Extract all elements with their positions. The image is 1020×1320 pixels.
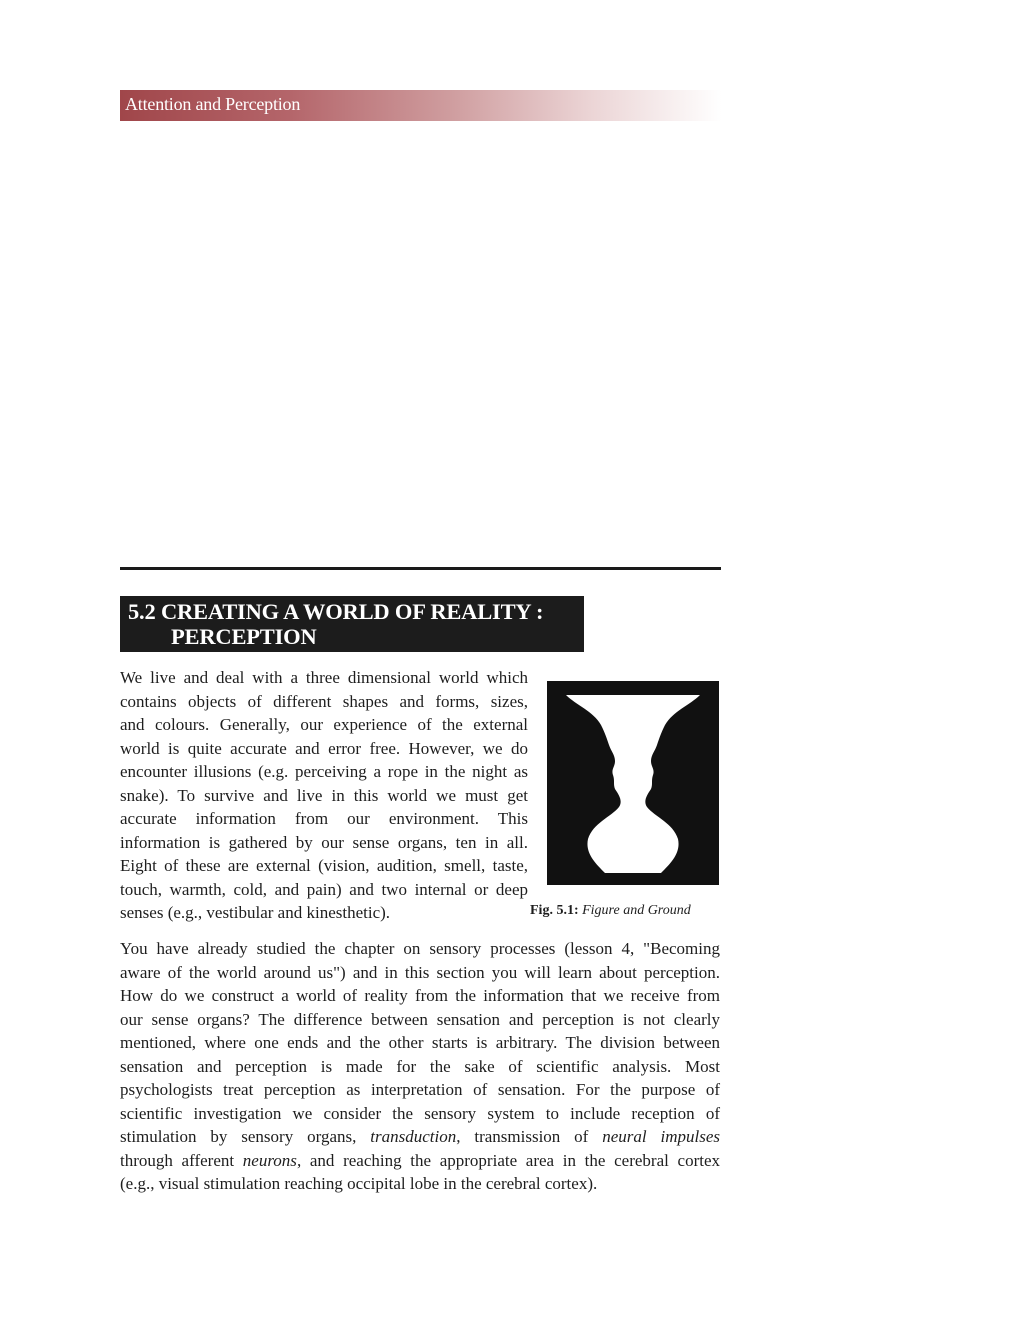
text-line: encounter illusions (e.g. perceiving a rope in the night as [120, 762, 528, 781]
text-line: world is quite accurate and error free. However, we do [120, 738, 528, 758]
text-run: stimulation by sensory organs, [120, 1127, 371, 1146]
section-heading-line2: PERCEPTION [171, 624, 317, 649]
text-line: How do we construct a world of reality from the information that we receive from [120, 986, 720, 1005]
figure-caption [530, 903, 691, 919]
text-line: accurate information from our environment. This [120, 809, 528, 828]
text-line: our sense organs? The difference between sensation and perception is not clearly [120, 1009, 720, 1029]
chapter-title: Attention and Perception [125, 94, 301, 114]
text-run: , transmission of [456, 1127, 603, 1146]
text-line [120, 1149, 720, 1173]
section-heading-line1: 5.2 CREATING A WORLD OF REALITY : [128, 599, 544, 624]
text-line: sensation and perception is made for the sake of scientific analysis. Most [120, 1056, 720, 1076]
section-divider [120, 567, 721, 570]
term-neurons: neurons [242, 1150, 297, 1170]
text-line: aware of the world around us") and in this section you will learn about perception. [120, 962, 720, 982]
text-line: snake). To survive and live in this world we must get [120, 785, 528, 805]
text-line: psychologists treat perception as interpretation of sensation. For the purpose of [120, 1080, 720, 1099]
text-run: through afferent [120, 1150, 243, 1170]
text-line: information is gathered by our sense organs, ten in all. [120, 832, 528, 852]
section-heading-box [120, 596, 584, 652]
paragraph-perception [120, 937, 720, 1196]
text-line [120, 1125, 720, 1149]
text-line: Eight of these are external (vision, audition, smell, taste, [120, 856, 528, 875]
text-run: , and reaching the appropriate area in the cerebral cortex [296, 1150, 721, 1170]
text-line: You have already studied the chapter on sensory processes (lesson 4, "Becoming [120, 939, 720, 958]
paragraph-intro [120, 666, 528, 925]
text-line: contains objects of different shapes and forms, sizes, [120, 691, 528, 711]
text-line: touch, warmth, cold, and pain) and two internal or deep [120, 879, 528, 899]
text-line: senses (e.g., vestibular and kinesthetic). [120, 903, 391, 922]
figure-ground-illustration [547, 681, 719, 885]
text-line: mentioned, where one ends and the other starts is arbitrary. The division between [120, 1033, 720, 1052]
text-line: and colours. Generally, our experience of the external [120, 715, 528, 734]
term-neural-impulses: neural impulses [602, 1127, 721, 1146]
chapter-header-bar [120, 90, 722, 121]
figure-label: Fig. 5.1: [530, 903, 579, 918]
text-line: We live and deal with a three dimensional world which [120, 668, 528, 687]
text-line: (e.g., visual stimulation reaching occipital lobe in the cerebral cortex). [120, 1174, 598, 1193]
term-transduction: transduction [370, 1127, 457, 1146]
text-line: scientific investigation we consider the sensory system to include reception of [120, 1103, 720, 1123]
rubin-vase-image [547, 681, 719, 885]
figure-title: Figure and Ground [582, 903, 691, 918]
